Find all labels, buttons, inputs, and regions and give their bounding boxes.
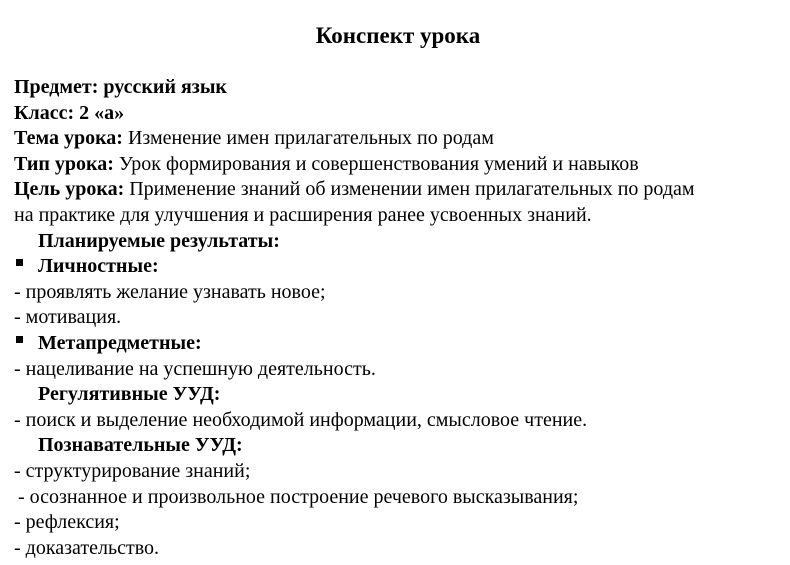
metasubject-heading-line (14, 331, 790, 357)
regulative-heading: Регулятивные УУД: (38, 383, 221, 406)
list-item: - осознанное и произвольное построение речевого высказывания; (18, 485, 579, 508)
grade-line: Класс: 2 «а» (14, 101, 125, 124)
lesson-type-label: Тип урока: (14, 152, 114, 175)
list-item: - рефлексия; (14, 511, 120, 534)
list-item: - поиск и выделение необходимой информации, смысловое чтение. (14, 408, 588, 431)
metasubject-heading: Метапредметные: (38, 331, 202, 354)
list-item: - структурирование знаний; (14, 459, 251, 482)
subject-line: Предмет: русский язык (14, 76, 227, 98)
personal-heading: Личностные: (38, 255, 159, 278)
goal-line (14, 177, 790, 203)
list-item: - нацеливание на успешную деятельность. (14, 357, 376, 380)
cognitive-heading: Познавательные УУД: (38, 434, 243, 457)
topic-label: Тема урока: (14, 127, 123, 150)
lesson-type-value: Урок формирования и совершенствования умений и навыков (113, 152, 639, 175)
document-title: Конспект урока (315, 23, 481, 48)
list-item: - мотивация. (14, 306, 122, 329)
square-bullet-icon (14, 271, 38, 272)
goal-value-part1: Применение знаний об изменении имен прилагательных по родам (124, 178, 695, 201)
goal-line-continuation: на практике для улучшения и расширения ранее усвоенных знаний. (14, 203, 592, 226)
document-body (14, 75, 790, 561)
personal-heading-line (14, 254, 790, 280)
lesson-type-line (14, 152, 790, 178)
list-item: - доказательство. (14, 536, 160, 559)
square-bullet-icon (14, 348, 38, 349)
goal-label: Цель урока: (14, 178, 125, 201)
topic-value: Изменение имен прилагательных по родам (122, 127, 494, 150)
topic-line (14, 126, 790, 152)
planned-results-heading: Планируемые результаты: (38, 229, 280, 252)
list-item: - проявлять желание узнавать новое; (14, 280, 326, 303)
